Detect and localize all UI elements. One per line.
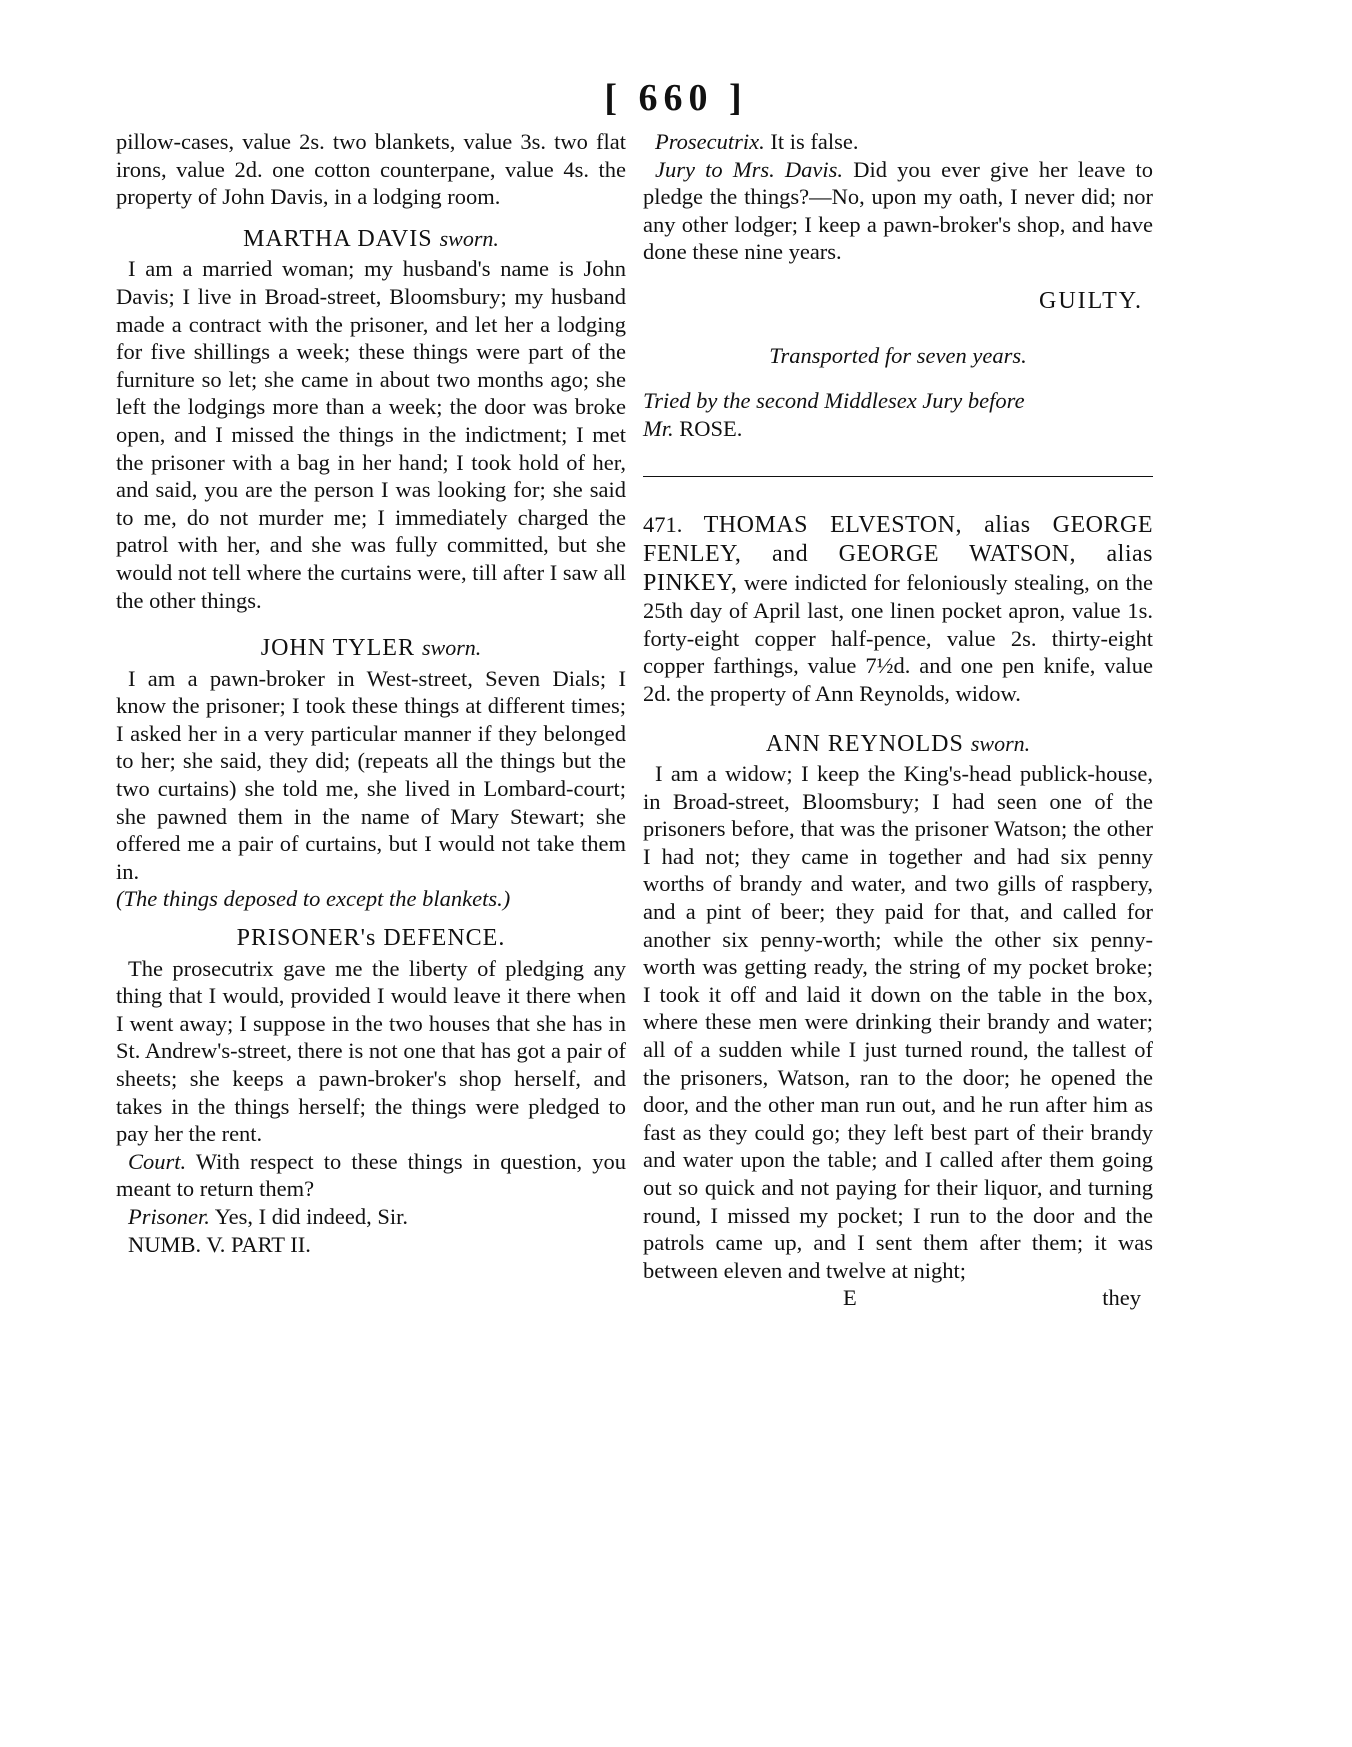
indictment-text: were indicted for feloniously stealing, on the 25th day of April last, one linen pocket apron, value 1s. forty-eight copper half-pence, value 2s. thirty-eight copper farthings, value 7½d. and one pen knife, value 2d. the property of Ann Reynolds, widow.	[643, 569, 1154, 706]
left-paragraph-1: pillow-cases, value 2s. two blankets, value 3s. two flat irons, value 2d. one cotton counterpane, value 4s. the property of John Davis, in a lodging room.	[116, 129, 626, 210]
sentence: Transported for seven years.	[769, 342, 1027, 368]
catchword: they	[1102, 1285, 1141, 1311]
verdict: GUILTY.	[1038, 287, 1143, 314]
prisoners-defence-heading: PRISONER's DEFENCE.	[236, 925, 506, 952]
signature-mark: E	[843, 1285, 857, 1311]
speaker-label: Prosecutrix.	[655, 129, 765, 154]
witness-heading-john-tyler	[116, 634, 626, 663]
testimony-martha-davis: I am a married woman; my husband's name is John Davis; I live in Broad-street, Bloomsbury; my husband made a contract with the prisoner, and let her a lodging for five shillings a week; these things were part of the furniture so let; she came in about two months ago; she left the lodgings more than a week; the door was broke open, and I missed the things in the indictment; I met the prisoner with a bag in her hand; I took hold of her, and said, you are the person I was looking for; she said to me, do not murder me; I immediately charged the patrol with her, and she was fully committed, but she would not tell where the curtains were, till after I saw all the other things.	[116, 256, 626, 613]
signature-line: NUMB. V. PART II.	[128, 1231, 311, 1257]
section-divider	[643, 476, 1153, 477]
left-column	[116, 128, 626, 1258]
witness-name: ANN REYNOLDS	[765, 730, 964, 757]
speaker-label: Court.	[128, 1148, 187, 1174]
witness-heading-ann-reynolds	[643, 730, 1153, 759]
speech-text: With respect to these things in question, you meant to return them?	[116, 1148, 626, 1202]
speech-text: Yes, I did indeed, Sir.	[214, 1203, 409, 1229]
court-question	[116, 1148, 626, 1203]
page-number: [ 660 ]	[604, 77, 748, 119]
speaker-label: Jury to Mrs. Davis.	[655, 156, 844, 182]
witness-name: MARTHA DAVIS	[243, 225, 433, 252]
jury-question	[643, 156, 1153, 266]
case-number: 471.	[643, 512, 683, 538]
sworn-label: sworn.	[421, 635, 482, 661]
sworn-label: sworn.	[970, 730, 1031, 756]
speaker-label: Prisoner.	[128, 1203, 210, 1229]
case-471-indictment	[643, 511, 1153, 707]
prisoners-defence-text: The prosecutrix gave me the liberty of pledging any thing that I would, provided I would leave it there when I went away; I suppose in the two houses that she has in St. Andrew's-street, there is not one that has got a pair of sheets; she keeps a pawn-broker's shop herself, and takes in the things herself; the things were pledged to pay her the rent.	[116, 955, 626, 1147]
right-column	[643, 128, 1153, 1312]
tried-mr: Mr.	[643, 415, 674, 441]
sworn-label: sworn.	[439, 225, 499, 251]
page-footer	[643, 1284, 1153, 1312]
tried-prefix: Tried by the second Middlesex Jury before	[643, 388, 1025, 414]
prisoner-answer	[116, 1203, 626, 1231]
testimony-ann-reynolds: I am a widow; I keep the King's-head publick-house, in Broad-street, Bloomsbury; I had seen one of the prisoners before, that was the prisoner Watson; the other I had not; they came in together and had six penny worths of brandy and water, and two gills of raspbery, and a pint of beer; they paid for that, and called for another six penny-worth; while the other six penny-worth was getting ready, the string of my pocket broke; I took it off and laid it down on the table in the box, where these men were drinking their brandy and water; all of a sudden while I just turned round, the tallest of the prisoners, Watson, ran to the door; he opened the door, and the other man run out, and he run after him as fast as they could go; they left best part of their brandy and water upon the table; and I called after them going out so quick and not paying for their liquor, and turning round, I missed my pocket; I run to the door and the patrols came up, and I sent them after them; it was between eleven and twelve at night;	[643, 761, 1153, 1283]
judge-name: ROSE.	[679, 415, 743, 441]
prosecutrix-reply	[643, 128, 1153, 156]
witness-name: JOHN TYLER	[260, 635, 415, 662]
tried-before	[643, 387, 1153, 442]
speech-text: It is false.	[770, 129, 859, 154]
testimony-john-tyler: I am a pawn-broker in West-street, Seven Dials; I know the prisoner; I took these things at different times; I asked her in a very particular manner if they belonged to her; she said, they did; (repeats all the things but the two curtains) she told me, she lived in Lombard-court; she pawned them in the name of Mary Stewart; she offered me a pair of curtains, but I would not take them in.	[116, 665, 626, 884]
speech-text: Did you ever give her leave to pledge the things?—No, upon my oath, I never did; nor any other lodger; I keep a pawn-broker's shop, and have done these nine years.	[643, 156, 1153, 265]
witness-heading-martha-davis	[116, 225, 626, 254]
defendant-names: THOMAS ELVESTON, alias GEORGE FENLEY, and GEORGE WATSON, alias PINKEY,	[643, 512, 1153, 596]
bracket-note: (The things deposed to except the blankets.)	[116, 886, 511, 912]
